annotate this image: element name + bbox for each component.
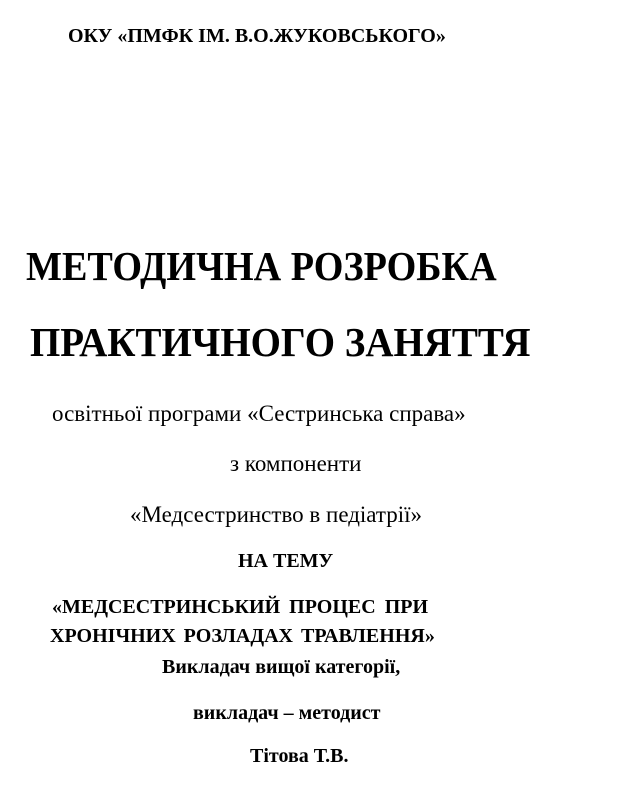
title-line-1: МЕТОДИЧНА РОЗРОБКА [26, 243, 497, 289]
component-label: з компоненти [230, 451, 362, 476]
author-position-2: викладач – методист [193, 702, 381, 724]
program-line: освітньої програми «Сестринська справа» [52, 401, 466, 426]
course-name: «Медсестринство в педіатрії» [130, 502, 423, 527]
institution-name: ОКУ «ПМФК ІМ. В.О.ЖУКОВСЬКОГО» [68, 25, 446, 47]
topic-line-1: «МЕДСЕСТРИНСЬКИЙ ПРОЦЕС ПРИ [52, 596, 429, 618]
topic-line-2: ХРОНІЧНИХ РОЗЛАДАХ ТРАВЛЕННЯ» [50, 625, 435, 647]
title-line-2: ПРАКТИЧНОГО ЗАНЯТТЯ [30, 319, 531, 365]
author-name: Тітова Т.В. [250, 745, 349, 767]
author-position-1: Викладач вищої категорії, [162, 656, 401, 678]
topic-label: НА ТЕМУ [238, 550, 334, 572]
